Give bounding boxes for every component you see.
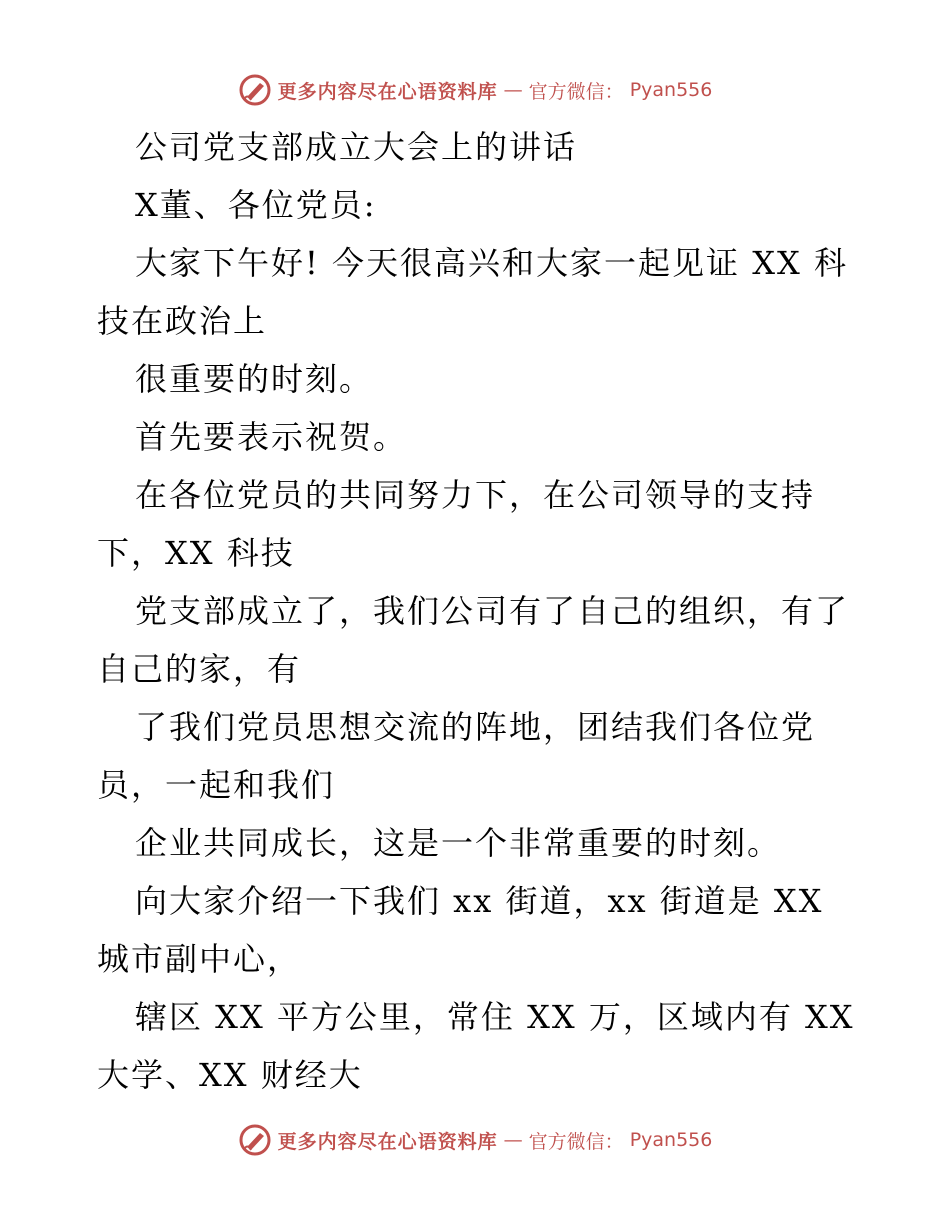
banner-wechat-label: 官方微信： [528,80,624,103]
banner-separator: — [503,79,523,101]
banner-site-text: 更多内容尽在心语资料库 [277,1130,498,1153]
document-body [97,118,857,1104]
banner-wechat-id: Pyan556 [629,79,713,101]
banner-site-text: 更多内容尽在心语资料库 [277,80,498,103]
header-banner [0,70,950,110]
paragraph-line: 在各位党员的共同努力下，在公司领导的支持 [135,476,816,514]
paragraph-line: 了我们党员思想交流的阵地，团结我们各位党 [135,708,816,746]
footer-banner [0,1120,950,1160]
paragraph-line: 大家下午好! 今天很高兴和大家一起见证 XX 科 [135,244,848,282]
document-title: 公司党支部成立大会上的讲话 [135,128,578,166]
paragraph-line: 企业共同成长，这是一个非常重要的时刻。 [135,824,782,862]
paragraph-line: 技在政治上 [97,302,268,340]
paragraph-line: 自己的家，有 [97,650,302,688]
paragraph-line: 很重要的时刻。 [135,360,374,398]
banner-wechat-id: Pyan556 [629,1129,713,1151]
pen-logo-icon [238,1123,272,1157]
paragraph-line: 首先要表示祝贺。 [135,418,408,456]
paragraph-line: 党支部成立了，我们公司有了自己的组织，有了 [135,592,850,630]
paragraph-line: 大学、XX 财经大 [97,1056,363,1094]
paragraph-line: 下，XX 科技 [97,534,295,572]
paragraph-line: 辖区 XX 平方公里，常住 XX 万，区域内有 XX [135,998,855,1036]
paragraph-line: 员，一起和我们 [97,766,336,804]
banner-wechat-label: 官方微信： [528,1130,624,1153]
paragraph-line: 城市副中心， [97,940,302,978]
banner-separator: — [503,1129,523,1151]
salutation-line: X董、各位党员: [135,186,377,224]
paragraph-line: 向大家介绍一下我们 xx 街道，xx 街道是 XX [135,882,824,920]
pen-logo-icon [238,73,272,107]
